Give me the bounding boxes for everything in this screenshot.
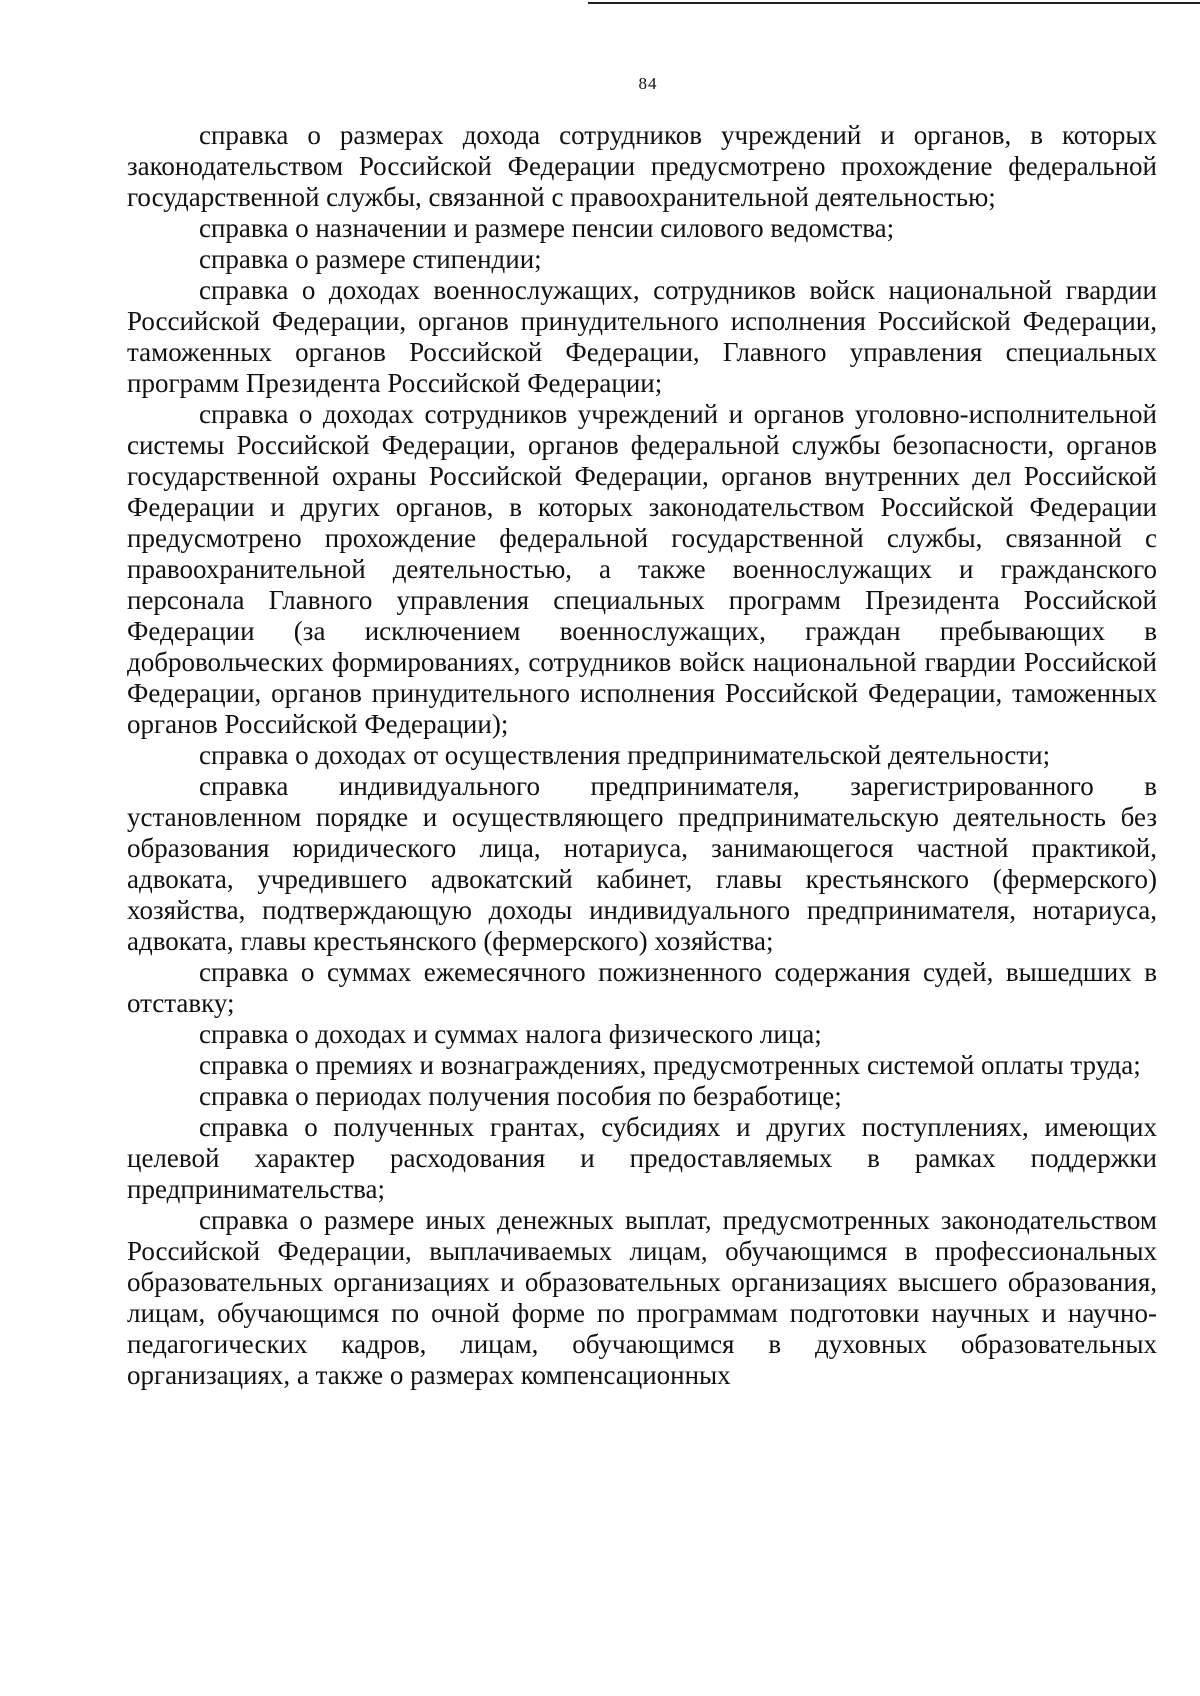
paragraph: справка о доходах от осуществления предпринимательской деятельности;: [199, 740, 1051, 770]
paragraph: справка о доходах сотрудников учреждений и органов уголовно-исполнительной системы Российской Федерации, органов федеральной службы безопасности, органов государственной охраны Российской Федерации, органов внутренних дел Российской Федерации и других органов, в которых законодательством Российской Федерации предусмотрено прохождение федеральной государственной службы, связанной с правоохранительной деятельностью, а также военнослужащих и гражданского персонала Главного управления специальных программ Президента Российской Федерации (за исключением военнослужащих, граждан пребывающих в добровольческих формированиях, сотрудников войск национальной гвардии Российской Федерации, органов принудительного исполнения Российской Федерации, таможенных органов Российской Федерации);: [127, 399, 1157, 739]
paragraph: справка о размере стипендии;: [199, 244, 542, 274]
paragraph: справка о суммах ежемесячного пожизненного содержания судей, вышедших в отставку;: [127, 957, 1157, 1018]
paragraph: справка индивидуального предпринимателя, зарегистрированного в установленном порядке и осуществляющего предпринимательскую деятельность без образования юридического лица, нотариуса, занимающегося частной практикой, адвоката, учредившего адвокатский кабинет, главы крестьянского (фермерского) хозяйства, подтверждающую доходы индивидуального предпринимателя, нотариуса, адвоката, главы крестьянского (фермерского) хозяйства;: [127, 771, 1157, 956]
paragraph: справка о полученных грантах, субсидиях и других поступлениях, имеющих целевой характер расходования и предоставляемых в рамках поддержки предпринимательства;: [127, 1112, 1157, 1204]
paragraph: справка о размерах дохода сотрудников учреждений и органов, в которых законодательством Российской Федерации предусмотрено прохождение федеральной государственной службы, связанной с правоохранительной деятельностью;: [127, 120, 1157, 212]
paragraph: справка о назначении и размере пенсии силового ведомства;: [199, 213, 895, 243]
paragraph: справка о премиях и вознаграждениях, предусмотренных системой оплаты труда;: [199, 1050, 1141, 1080]
top-border-line: [588, 2, 1200, 4]
paragraph: справка о размере иных денежных выплат, предусмотренных законодательством Российской Федерации, выплачиваемых лицам, обучающимся в профессиональных образовательных организациях и образовательных организациях высшего образования, лицам, обучающимся по очной форме по программам подготовки научных и научно-педагогических кадров, лицам, обучающимся в духовных образовательных организациях, а также о размерах компенсационных: [127, 1205, 1157, 1390]
paragraph: справка о периодах получения пособия по безработице;: [199, 1081, 842, 1111]
paragraph: справка о доходах и суммах налога физического лица;: [199, 1019, 822, 1049]
paragraph: справка о доходах военнослужащих, сотрудников войск национальной гвардии Российской Федерации, органов принудительного исполнения Российской Федерации, таможенных органов Российской Федерации, Главного управления специальных программ Президента Российской Федерации;: [127, 275, 1157, 398]
page-number: 84: [638, 74, 658, 93]
document-body: [127, 120, 1157, 1391]
